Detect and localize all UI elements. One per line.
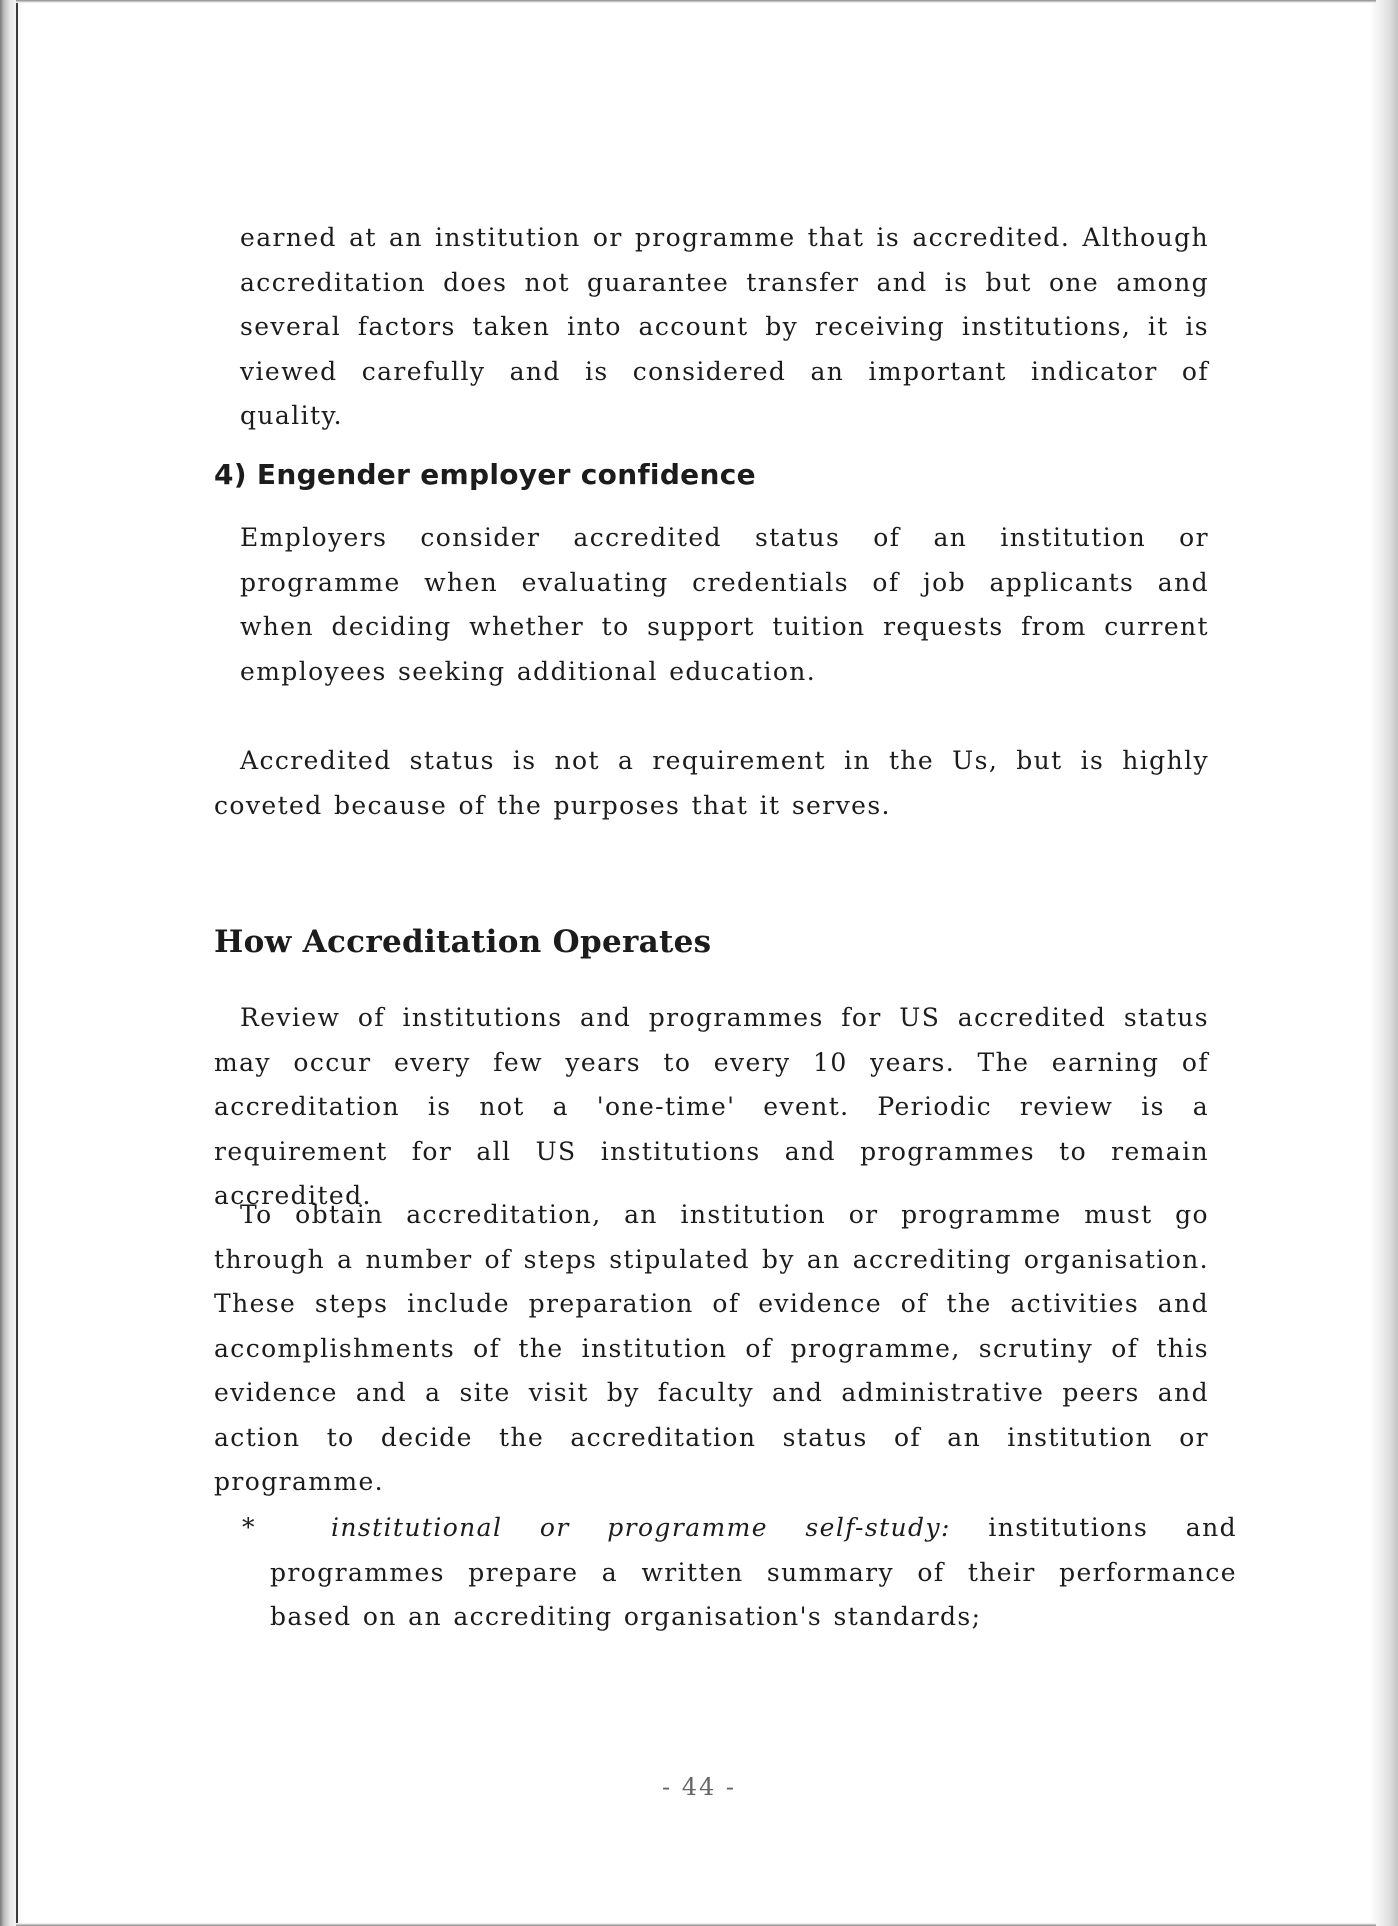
bullet-term: institutional or programme self-study: [330,1513,951,1542]
bullet-text: institutions and programmes prepare a written summary of their performance based on an accrediting organisation's standards; [270,1513,1238,1631]
employer-confidence-paragraph: Employers consider accredited status of an institution or programme when evaluating credentials of job applicants and when deciding whether to support tuition requests from current employees seeking additional education. [240,523,1209,686]
section-heading-how-accreditation-operates: How Accreditation Operates [214,924,712,960]
binding-shadow [0,0,24,1926]
review-paragraph: Review of institutions and programmes for US accredited status may occur every few years to every 10 years. The earning of accreditation is not a 'one-time' event. Periodic review is a requirement for all US institutions and programmes to remain accredited. [214,1003,1209,1210]
subsection-heading-employer-confidence: 4) Engender employer confidence [214,458,756,491]
accredited-status-paragraph: Accredited status is not a requirement in the Us, but is highly coveted because of the purposes that it serves. [214,746,1209,820]
page-edge-shadow [1370,0,1398,1926]
list-item-self-study [242,1506,1237,1640]
binding-edge-line [16,0,18,1926]
bullet-marker: * [242,1513,256,1542]
page-top-edge [16,0,1376,3]
obtain-accreditation-paragraph: To obtain accreditation, an institution or programme must go through a number of steps stipulated by an accrediting organisation. These steps include preparation of evidence of the activities and accomplishments of the institution of programme, scrutiny of this evidence and a site visit by faculty and administrative peers and action to decide the accreditation status of an institution or programme. [214,1200,1209,1496]
page-number: - 44 - [661,1773,736,1801]
continuation-paragraph: earned at an institution or programme that is accredited. Although accreditation does not guarantee transfer and is but one among several factors taken into account by receiving institutions, it is viewed carefully and is considered an important indicator of quality. [240,223,1209,430]
